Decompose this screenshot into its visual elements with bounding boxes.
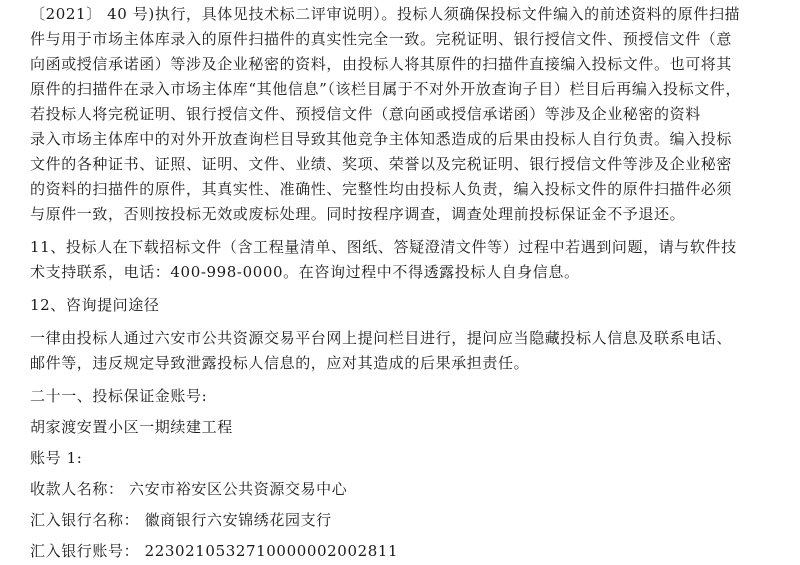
text-line: 录入市场主体库中的对外开放查询栏目导致其他竞争主体知悉造成的后果由投标人自行负责。编入投标 [30,130,733,148]
bank-name: 汇入银行名称： 徽商银行六安锦绣花园支行 [30,511,332,529]
paragraph-verification [30,2,770,227]
account-label: 账号 1: [30,449,83,467]
text-line: 与原件一致，否则按投标无效或废标处理。同时按程序调查，调查处理前投标保证金不予退还。 [30,205,686,223]
text-line: 若投标人将完税证明、银行授信文件、预授信文件（意向函或授信承诺函）等涉及企业秘密的资料 [30,105,701,123]
text-line: 一律由投标人通过六安市公共资源交易平台网上提问栏目进行，提问应当隐藏投标人信息及联系电话、 [30,329,733,347]
text-line: 的资料的扫描件的原件，其真实性、准确性、完整性均由投标人负责，编入投标文件的原件扫描件必须 [30,180,733,198]
text-line: 邮件等，违反规定导致泄露投标人信息的，应对其造成的后果承担责任。 [30,354,530,372]
text-line: 件与用于市场主体库录入的原件扫描件的真实性完全一致。完税证明、银行授信文件、预授信文件（意 [30,30,733,48]
text-line: 原件的扫描件在录入市场主体库“其他信息”（该栏目属于不对外开放查询子目）栏目后再编入投标文件， [30,80,742,98]
payee-name: 收款人名称： 六安市裕安区公共资源交易中心 [30,480,348,498]
document-page [30,2,770,564]
text-line: 向函或授信承诺函）等涉及企业秘密的资料，由投标人将其原件的扫描件直接编入投标文件。也可将其 [30,55,733,73]
bank-account-number: 汇入银行账号： 2230210532710000002002811 [30,542,399,560]
text-line: 〔2021〕 40 号)执行，具体见技术标二评审说明）。投标人须确保投标文件编入的前述资料的原件扫描 [30,5,741,23]
text-line: 术支持联系，电话：400-998-0000。在咨询过程中不得透露投标人自身信息。 [30,263,580,281]
project-name: 胡家渡安置小区一期续建工程 [30,418,233,436]
text-line: 11、投标人在下载招标文件（含工程量清单、图纸、答疑澄清文件等）过程中若遇到问题，请与软件技 [30,238,737,256]
paragraph-download-support [30,235,770,285]
section-heading-21: 二十一、投标保证金账号: [30,387,208,405]
section-heading-12: 12、咨询提问途径 [30,296,160,314]
paragraph-inquiry [30,326,770,376]
text-line: 文件的各种证书、证照、证明、文件、业绩、奖项、荣誉以及完税证明、银行授信文件等涉及企业秘密 [30,155,733,173]
